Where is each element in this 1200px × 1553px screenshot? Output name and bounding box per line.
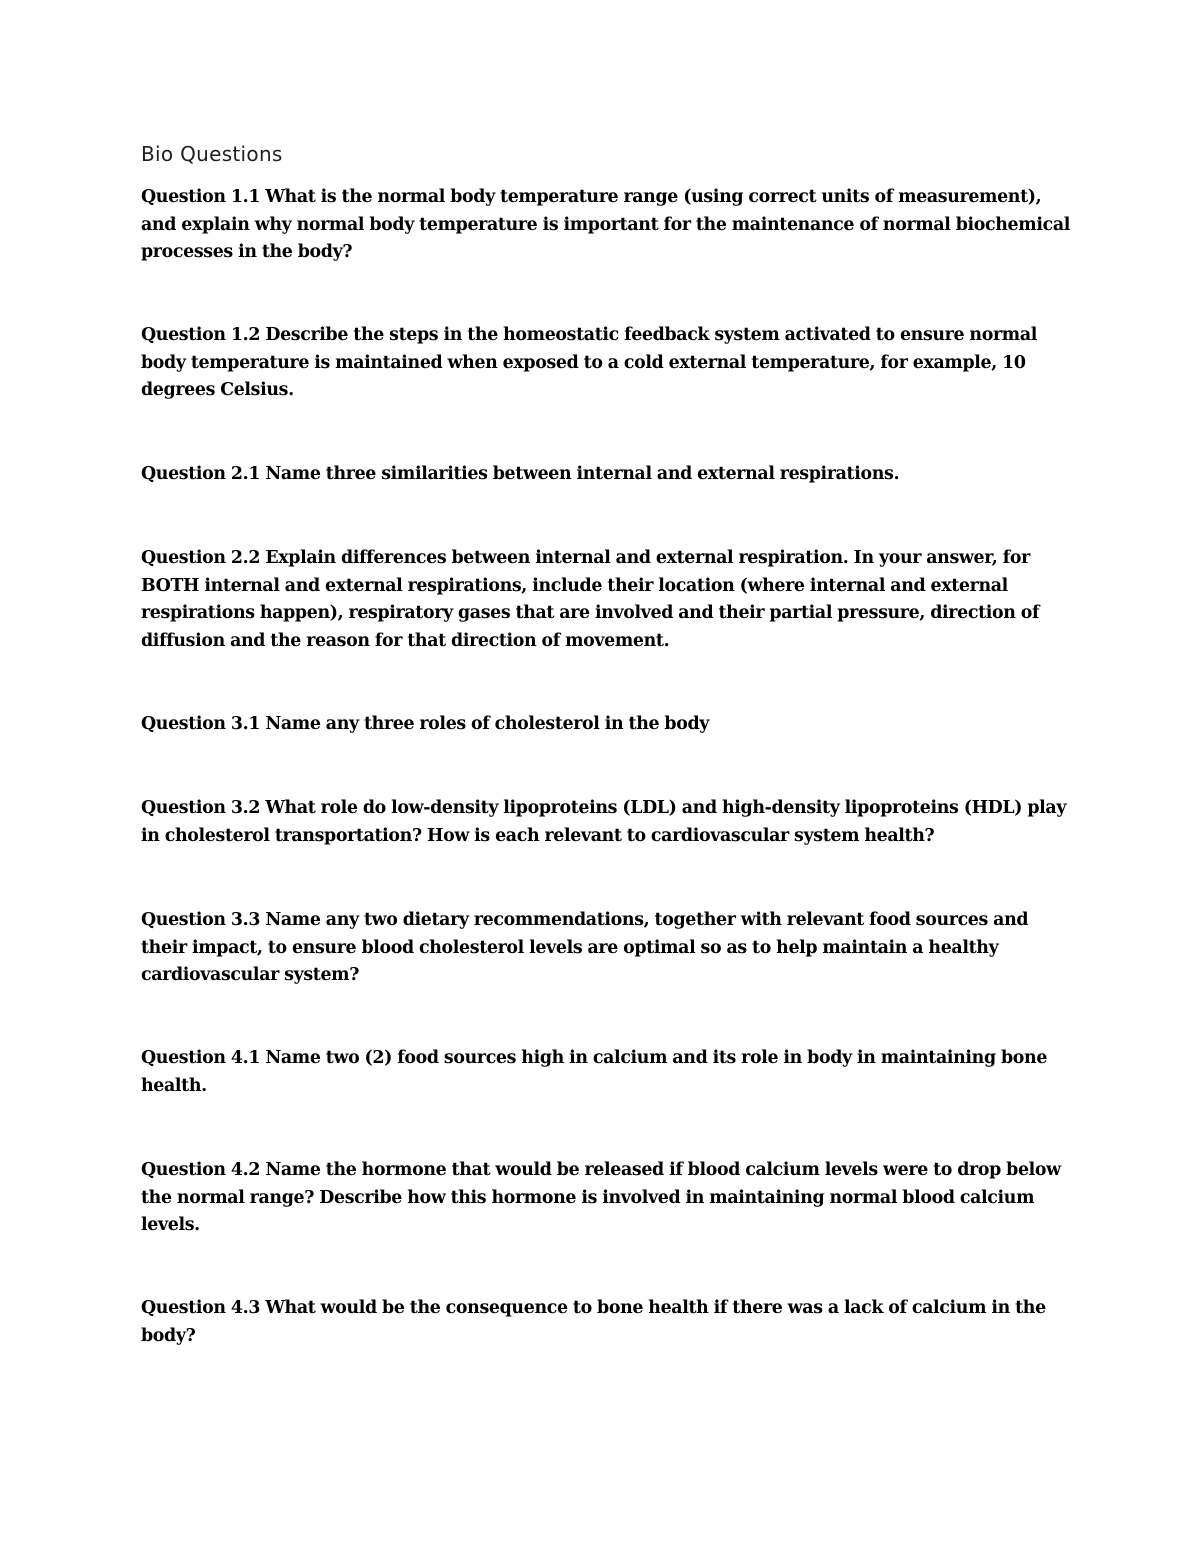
document-title: Bio Questions — [141, 142, 283, 166]
question-2-2: Question 2.2 Explain differences between internal and external respiration. In your answer, for BOTH internal and external respirations, include their location (where internal and external respirations happen), respiratory gases that are involved and their partial pressure, direction of diffusion and the reason for that direction of movement. — [141, 548, 1040, 651]
question-3-3: Question 3.3 Name any two dietary recommendations, together with relevant food sources and their impact, to ensure blood cholesterol levels are optimal so as to help maintain a healthy cardiovascular system? — [141, 910, 1029, 985]
question-4-2: Question 4.2 Name the hormone that would be released if blood calcium levels were to drop below the normal range? Describe how this hormone is involved in maintaining normal blood calcium levels. — [141, 1160, 1061, 1235]
question-3-2: Question 3.2 What role do low-density lipoproteins (LDL) and high-density lipoproteins (HDL) play in cholesterol transportation? How is each relevant to cardiovascular system health? — [141, 798, 1067, 846]
question-4-3: Question 4.3 What would be the consequence to bone health if there was a lack of calcium in the body? — [141, 1298, 1046, 1346]
question-3-1: Question 3.1 Name any three roles of cholesterol in the body — [141, 714, 710, 734]
question-1-2: Question 1.2 Describe the steps in the homeostatic feedback system activated to ensure normal body temperature is maintained when exposed to a cold external temperature, for example, 10 degrees Celsius. — [141, 325, 1037, 400]
question-2-1: Question 2.1 Name three similarities between internal and external respirations. — [141, 464, 900, 484]
question-1-1: Question 1.1 What is the normal body temperature range (using correct units of measurement), and explain why normal body temperature is important for the maintenance of normal biochemical processes in the body? — [141, 187, 1070, 262]
question-4-1: Question 4.1 Name two (2) food sources high in calcium and its role in body in maintaining bone health. — [141, 1048, 1048, 1096]
